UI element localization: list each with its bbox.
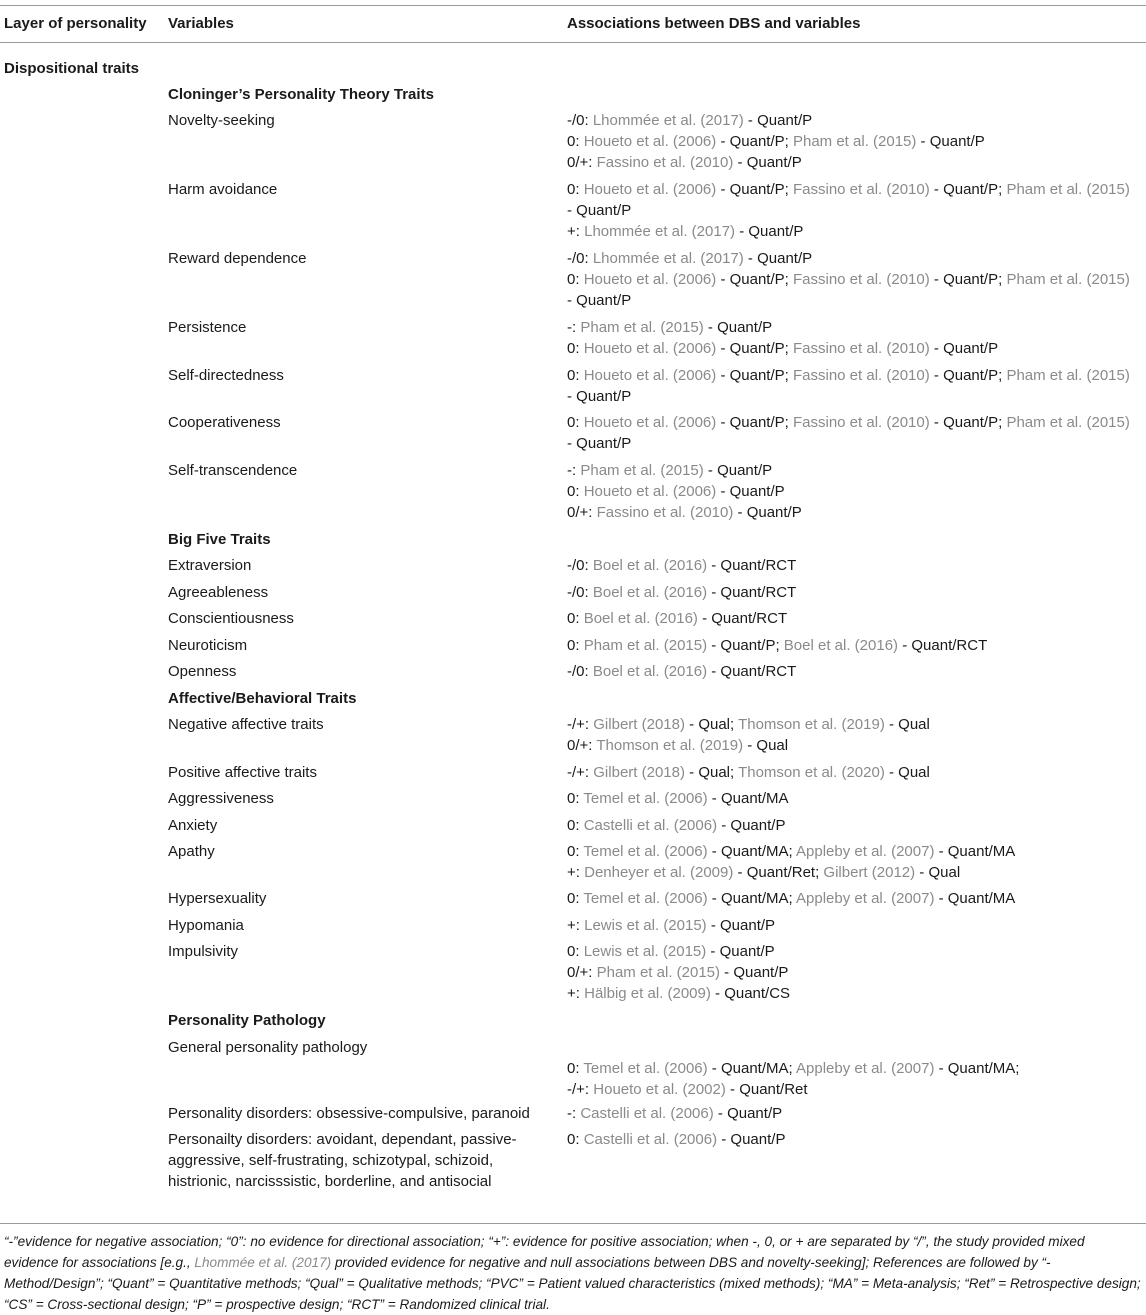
citation-link[interactable]: Boel et al. (2016) — [592, 557, 708, 574]
association-line — [567, 1058, 1141, 1079]
association-line — [567, 915, 1141, 936]
variable-novelty-seeking: Novelty-seeking — [168, 112, 275, 129]
association-text: -/+: — [567, 716, 594, 733]
association-text: - Qual — [884, 716, 930, 733]
citation-link[interactable]: Lewis et al. (2015) — [583, 943, 707, 960]
variable-self-transcendence: Self-transcendence — [168, 462, 298, 479]
citation-link[interactable]: Fassino et al. (2010) — [596, 154, 734, 171]
association-line — [567, 179, 1141, 200]
association-text: 0: — [567, 483, 584, 500]
citation-link[interactable]: Fassino et al. (2010) — [792, 340, 930, 357]
association-text: +: — [567, 985, 585, 1002]
association-text: 0: — [567, 610, 584, 627]
association-text: - Quant/P; — [716, 414, 793, 431]
associations-cell — [567, 888, 1141, 909]
associations-cell — [567, 1037, 1141, 1100]
association-text: 0: — [567, 181, 584, 198]
variable-positive-affective-traits: Positive affective traits — [168, 764, 317, 781]
variable-self-directedness: Self-directedness — [168, 367, 284, 384]
variable-apathy: Apathy — [168, 843, 215, 860]
variable-reward-dependence: Reward dependence — [168, 250, 307, 267]
variable-openness: Openness — [168, 663, 237, 680]
associations-cell — [567, 1129, 1141, 1150]
citation-link[interactable]: Houeto et al. (2002) — [593, 1081, 726, 1098]
association-text: -/0: — [567, 112, 593, 129]
citation-link[interactable]: Gilbert (2018) — [593, 764, 685, 781]
association-text: - Quant/MA; — [934, 1060, 1020, 1077]
association-text: - Quant/Ret; — [733, 864, 824, 881]
association-text: 0/+: — [567, 964, 597, 981]
association-text: - Quant/MA; — [707, 1060, 797, 1077]
association-text: - Quant/P; — [716, 340, 793, 357]
association-text: +: — [567, 223, 585, 240]
citation-link[interactable]: Thomson et al. (2019) — [596, 737, 744, 754]
citation-link[interactable]: Appleby et al. (2007) — [796, 890, 935, 907]
association-text: 0: — [567, 133, 584, 150]
citation-link[interactable]: Houeto et al. (2006) — [583, 181, 717, 198]
citation-link[interactable]: Pham et al. (2015) — [583, 637, 708, 654]
association-line — [567, 248, 1141, 269]
association-line — [567, 290, 1141, 311]
association-text: - Quant/RCT — [707, 557, 797, 574]
association-text: - Quant/P — [717, 817, 786, 834]
association-text: -: — [567, 462, 581, 479]
associations-cell — [567, 460, 1141, 523]
associations-cell — [567, 555, 1141, 576]
association-line — [567, 962, 1141, 983]
association-text: - Quant/MA — [934, 890, 1016, 907]
citation-link[interactable]: Fassino et al. (2010) — [792, 181, 930, 198]
association-line — [567, 661, 1141, 682]
table-footnote — [4, 1231, 1142, 1315]
association-text: - Quant/RCT — [707, 663, 797, 680]
association-line — [567, 941, 1141, 962]
association-text: 0: — [567, 367, 584, 384]
association-line — [567, 386, 1141, 407]
association-text: - Quant/P — [735, 223, 804, 240]
association-line — [567, 460, 1141, 481]
citation-link[interactable]: Thomson et al. (2020) — [738, 764, 885, 781]
association-text: -/0: — [567, 663, 593, 680]
citation-link[interactable]: Fassino et al. (2010) — [792, 367, 930, 384]
citation-link[interactable]: Houeto et al. (2006) — [583, 340, 717, 357]
associations-cell — [567, 1103, 1141, 1124]
association-text: - Quant/P — [567, 388, 632, 405]
association-line — [567, 433, 1141, 454]
association-text: - Quant/P — [916, 133, 985, 150]
associations-cell — [567, 412, 1141, 454]
citation-link[interactable]: Temel et al. (2006) — [583, 1060, 708, 1077]
association-line — [567, 608, 1141, 629]
association-text: 0/+: — [567, 154, 597, 171]
citation-link[interactable]: Castelli et al. (2006) — [580, 1105, 714, 1122]
association-line — [567, 635, 1141, 656]
variable-aggressiveness: Aggressiveness — [168, 790, 274, 807]
citation-link[interactable]: Fassino et al. (2010) — [792, 271, 930, 288]
citation-link[interactable]: Thomson et al. (2019) — [738, 716, 885, 733]
associations-cell — [567, 635, 1141, 656]
section-heading: Big Five Traits — [168, 531, 271, 548]
association-line — [567, 481, 1141, 502]
associations-cell — [567, 815, 1141, 836]
header-associations: Associations between DBS and variables — [567, 15, 861, 32]
header-rule — [0, 42, 1146, 43]
association-text: 0: — [567, 790, 584, 807]
variable-conscientiousness: Conscientiousness — [168, 610, 294, 627]
variable-extraversion: Extraversion — [168, 557, 252, 574]
association-text: - Quant/P; — [929, 181, 1007, 198]
association-text: 0: — [567, 414, 584, 431]
variable-personality-disorders-obsessive-compulsi: Personality disorders: obsessive-compulsive, paranoid — [168, 1105, 530, 1122]
association-text: - Quant/RCT — [707, 584, 797, 601]
association-text: - Quant/P — [743, 112, 813, 129]
variable-agreeableness: Agreeableness — [168, 584, 269, 601]
association-text: - Quant/RCT — [697, 610, 788, 627]
association-text: - Quant/P — [716, 483, 785, 500]
association-text: 0: — [567, 890, 584, 907]
citation-link[interactable]: Temel et al. (2006) — [583, 890, 708, 907]
citation-link[interactable]: Houeto et al. (2006) — [583, 271, 717, 288]
citation-link[interactable]: Lhommée et al. (2017) — [592, 250, 744, 267]
association-line — [567, 582, 1141, 603]
citation-link[interactable]: Houeto et al. (2006) — [583, 367, 717, 384]
association-text: - Qual; — [684, 716, 739, 733]
association-text: -: — [567, 1105, 581, 1122]
section-heading: Affective/Behavioral Traits — [168, 690, 357, 707]
citation-link[interactable]: Lhommée et al. (2017) — [592, 112, 744, 129]
association-text: - Quant/P — [706, 917, 776, 934]
association-line — [567, 1079, 1141, 1100]
association-text: - Quant/CS — [710, 985, 791, 1002]
association-text: - Quant/RCT — [898, 637, 988, 654]
association-text: “-”evidence for negative association; “0”: no evidence for directional association; “+”: evidence for positive association; when -, 0, or + are separated by “/”, the study provided mixed evidence for associations [e.g., — [4, 1234, 1085, 1270]
association-text: - Quant/P; — [707, 637, 784, 654]
association-text: - Quant/P — [717, 1131, 786, 1148]
association-line — [567, 788, 1141, 809]
association-line — [567, 221, 1141, 242]
association-text: 0: — [567, 637, 584, 654]
variable-persistence: Persistence — [168, 319, 247, 336]
variable-harm-avoidance: Harm avoidance — [168, 181, 278, 198]
association-line — [567, 1129, 1141, 1150]
citation-link[interactable]: Boel et al. (2016) — [583, 610, 698, 627]
citation-link[interactable]: Gilbert (2018) — [593, 716, 685, 733]
association-text: - Qual; — [684, 764, 739, 781]
association-text: - Quant/MA; — [707, 890, 797, 907]
citation-link[interactable]: Temel et al. (2006) — [583, 843, 708, 860]
association-text: 0: — [567, 1131, 584, 1148]
association-text: - Qual — [884, 764, 930, 781]
top-rule — [0, 5, 1146, 6]
citation-link[interactable]: Fassino et al. (2010) — [596, 504, 734, 521]
association-text: 0/+: — [567, 504, 597, 521]
section-heading: Cloninger’s Personality Theory Traits — [168, 86, 434, 103]
association-text: - Quant/P — [567, 202, 632, 219]
association-text: 0: — [567, 843, 584, 860]
associations-cell — [567, 841, 1141, 883]
citation-link[interactable]: Boel et al. (2016) — [592, 663, 708, 680]
association-text: 0: — [567, 1060, 584, 1077]
variable-hypomania: Hypomania — [168, 917, 244, 934]
associations-cell — [567, 608, 1141, 629]
layer-dispositional-traits: Dispositional traits — [4, 60, 140, 77]
association-text: - Quant/MA — [707, 790, 789, 807]
citation-link[interactable]: Appleby et al. (2007) — [796, 1060, 935, 1077]
associations-cell — [567, 317, 1141, 359]
association-text: -/0: — [567, 250, 593, 267]
association-text: - Quant/MA; — [707, 843, 797, 860]
association-text: - Quant/P — [720, 964, 789, 981]
associations-cell — [567, 661, 1141, 682]
association-line — [567, 131, 1141, 152]
associations-cell — [567, 110, 1141, 173]
association-text: -/+: — [567, 1081, 594, 1098]
citation-link[interactable]: Houeto et al. (2006) — [583, 414, 717, 431]
citation-link[interactable]: Appleby et al. (2007) — [796, 843, 935, 860]
association-line — [567, 1037, 1141, 1058]
association-line — [567, 502, 1141, 523]
association-text: 0: — [567, 943, 584, 960]
association-text: 0: — [567, 271, 584, 288]
association-text: - Quant/P; — [716, 271, 793, 288]
variable-cooperativeness: Cooperativeness — [168, 414, 281, 431]
association-text: -: — [567, 319, 581, 336]
association-line — [567, 412, 1141, 433]
association-text: - Quant/P — [733, 154, 802, 171]
associations-cell — [567, 762, 1141, 783]
bottom-rule — [0, 1223, 1146, 1224]
citation-link[interactable]: Boel et al. (2016) — [783, 637, 899, 654]
citation-link[interactable]: Pham et al. (2015) — [580, 319, 704, 336]
association-text: 0: — [567, 340, 584, 357]
associations-cell — [567, 582, 1141, 603]
associations-cell — [567, 179, 1141, 242]
association-text: - Quant/P; — [716, 367, 793, 384]
association-line — [567, 152, 1141, 173]
association-line — [567, 555, 1141, 576]
association-text: 0/+: — [567, 737, 597, 754]
association-text: provided evidence for negative and null associations between DBS and novelty-seeking]; References are followed by “-Method/Design”; “Quant” = Quantitative methods; “Qual” = Qualitative methods; “PVC” = Patient valued characteristics (mixed methods); “MA” = Meta-analysis; “Ret” = Retrospective design; “CS” = Cross-sectional design; “P” = prospective design; “RCT” = Randomized clinical trial. — [4, 1255, 1141, 1312]
citation-link[interactable]: Pham et al. (2015) — [596, 964, 721, 981]
associations-cell — [567, 714, 1141, 756]
association-line — [567, 762, 1141, 783]
association-line — [567, 862, 1141, 883]
association-text: - Quant/P; — [716, 181, 793, 198]
association-text: +: — [567, 864, 585, 881]
association-text: -/0: — [567, 584, 593, 601]
association-text: - Quant/P — [567, 435, 632, 452]
variable-anxiety: Anxiety — [168, 817, 218, 834]
association-text: +: — [567, 917, 585, 934]
association-text: - Quant/P; — [929, 367, 1007, 384]
association-text: -/0: — [567, 557, 593, 574]
association-text: - Quant/P; — [929, 414, 1007, 431]
association-text: - Quant/P — [706, 943, 775, 960]
associations-cell — [567, 365, 1141, 407]
association-line — [567, 200, 1141, 221]
associations-cell — [567, 941, 1141, 1004]
association-text: - Quant/MA — [934, 843, 1016, 860]
association-line — [567, 888, 1141, 909]
citation-link[interactable]: Denheyer et al. (2009) — [584, 864, 734, 881]
citation-link[interactable]: Castelli et al. (2006) — [583, 817, 718, 834]
association-text: - Quant/P — [703, 462, 773, 479]
association-text: - Quant/P — [929, 340, 999, 357]
citation-link[interactable]: Temel et al. (2006) — [583, 790, 708, 807]
citation-link[interactable]: Pham et al. (2015) — [1006, 271, 1130, 288]
association-text: - Quant/P — [743, 250, 813, 267]
variable-hypersexuality: Hypersexuality — [168, 890, 267, 907]
association-line — [567, 110, 1141, 131]
association-text: -/+: — [567, 764, 594, 781]
variable-personailty-disorders-avoidant-dependant: Personailty disorders: avoidant, dependant, passive-aggressive, self-frustrating, schizotypal, schizoid, histrionic, narcisssistic, borderline, and antisocial — [168, 1131, 517, 1190]
header-layer-of-personality: Layer of personality — [4, 15, 147, 32]
association-text: - Qual — [915, 864, 961, 881]
association-text: - Quant/P — [713, 1105, 783, 1122]
header-variables: Variables — [168, 15, 234, 32]
citation-link[interactable]: Pham et al. (2015) — [1006, 414, 1130, 431]
association-line — [567, 269, 1141, 290]
citation-link[interactable]: Lhommée et al. (2017) — [584, 223, 736, 240]
association-line — [567, 714, 1141, 735]
association-line — [567, 735, 1141, 756]
variable-negative-affective-traits: Negative affective traits — [168, 716, 324, 733]
section-heading: Personality Pathology — [168, 1012, 326, 1029]
association-text: - Quant/P; — [929, 271, 1007, 288]
association-line — [567, 365, 1141, 386]
citation-link[interactable]: Hälbig et al. (2009) — [584, 985, 711, 1002]
citation-link[interactable]: Lewis et al. (2015) — [584, 917, 707, 934]
citation-link[interactable]: Pham et al. (2015) — [792, 133, 917, 150]
association-line — [567, 983, 1141, 1004]
variable-impulsivity: Impulsivity — [168, 943, 239, 960]
association-text: - Quant/P — [567, 292, 632, 309]
association-text: - Quant/P — [733, 504, 802, 521]
association-text: - Qual — [743, 737, 789, 754]
association-line — [567, 1103, 1141, 1124]
associations-cell — [567, 788, 1141, 809]
citation-link[interactable]: Houeto et al. (2006) — [583, 483, 717, 500]
association-line — [567, 338, 1141, 359]
citation-link[interactable]: Boel et al. (2016) — [592, 584, 708, 601]
associations-cell — [567, 248, 1141, 311]
citation-link[interactable]: Pham et al. (2015) — [580, 462, 704, 479]
association-line — [567, 317, 1141, 338]
association-line — [567, 815, 1141, 836]
variable-general-personality-pathology: General personality pathology — [168, 1039, 368, 1056]
citation-link[interactable]: Castelli et al. (2006) — [583, 1131, 718, 1148]
citation-link[interactable]: Fassino et al. (2010) — [792, 414, 930, 431]
association-line — [567, 841, 1141, 862]
citation-link[interactable]: Pham et al. (2015) — [1006, 181, 1130, 198]
association-text: - Quant/P; — [716, 133, 793, 150]
association-text: - Quant/P — [703, 319, 773, 336]
associations-cell — [567, 915, 1141, 936]
association-text: - Quant/Ret — [725, 1081, 808, 1098]
citation-link[interactable]: Pham et al. (2015) — [1006, 367, 1130, 384]
citation-link[interactable]: Lhommée et al. (2017) — [194, 1255, 332, 1270]
citation-link[interactable]: Gilbert (2012) — [823, 864, 916, 881]
association-text: 0: — [567, 817, 584, 834]
variable-neuroticism: Neuroticism — [168, 637, 248, 654]
citation-link[interactable]: Houeto et al. (2006) — [583, 133, 717, 150]
